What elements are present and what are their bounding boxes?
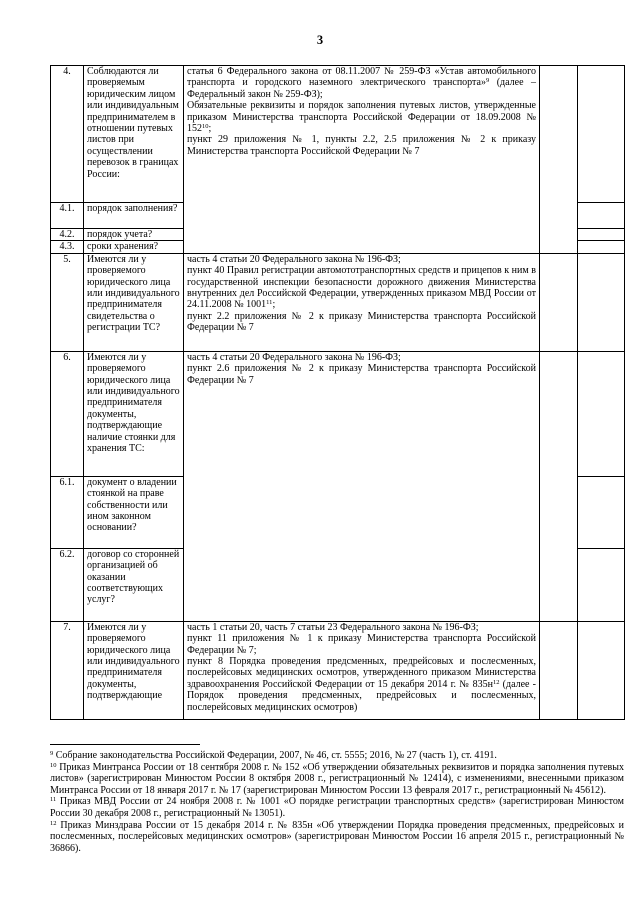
row-number: 4. [51,66,84,203]
footnotes [50,750,624,854]
basis-item: часть 1 статьи 20, часть 7 статьи 23 Федерального закона № 196-ФЗ; [187,621,479,633]
row-basis [184,253,540,351]
row-number: 5. [51,253,84,351]
basis-item: Обязательные реквизиты и порядок заполнения путевых листов, утвержденные приказом Министерства транспорта Российской Федерации от 18.09.2008 № $152^{10}$; [187,100,536,135]
basis-item: пункт 2.2 приложения № 2 к приказу Министерства транспорта Российской Федерации № 7 [187,310,536,334]
row-basis [184,66,540,254]
row-question: документ о владении стоянкой на праве собственности или ином законном основании? [84,476,184,548]
table-row [51,351,625,476]
row-question: порядок учета? [84,229,184,241]
basis-item: пункт 11 приложения № 1 к приказу Министерства транспорта Российской Федерации № 7; [187,633,536,656]
answer-cell [540,621,578,719]
footnote-separator [50,744,200,745]
basis-item: пункт 8 Порядка проведения предсменных, предрейсовых и послесменных, послерейсовых медицинских осмотров, утвержденного приказом Министерства здравоохранения Российской Федерации от 15 декабря 2014 г. № $835н^{12}$ (далее - Порядок проведения предсменных, предрейсовых и послесменных, послерейсовых медицинских осмотров) [187,656,536,713]
row-basis [184,351,540,621]
answer-cell [578,253,625,351]
table-row [51,621,625,719]
basis-item: пункт 2.6 приложения № 2 к приказу Министерства транспорта Российской Федерации № 7 [187,363,536,386]
answer-cell [578,621,625,719]
row-question: договор со сторонней организацией об оказании соответствующих услуг? [84,548,184,621]
row-number: 4.3. [51,241,84,253]
row-number: 6. [51,351,84,476]
row-question: Соблюдаются ли проверяемым юридическим лицом или индивидуальным предпринимателем в отношении путевых листов при осуществлении перевозок в границах России: [84,66,184,203]
footnote: $^{11}$ Приказ МВД России от 24 ноября 2008 г. № 1001 «О порядке регистрации транспортных средств» (зарегистрирован Минюстом России 30 декабря 2008 г., регистрационный № 13051). [50,796,624,819]
basis-item: пункт 29 приложения № 1, пункты 2.2, 2.5 приложения № 2 к приказу Министерства транспорта Российской Федерации № 7 [187,134,536,157]
footnote: $^{12}$ Приказ Минздрава России от 15 декабря 2014 г. № 835н «Об утверждении Порядка проведения предсменных, предрейсовых и послесменных, послерейсовых медицинских осмотров» (зарегистрирован Минюстом России 16 апреля 2015 г., регистрационный № 36866). [50,819,624,854]
basis-item: часть 4 статьи 20 Федерального закона № 196-ФЗ; [187,253,401,265]
answer-cell [578,548,625,621]
answer-cell [540,253,578,351]
basis-item: часть 4 статьи 20 Федерального закона № 196-ФЗ; [187,351,401,363]
row-question: Имеются ли у проверяемого юридического лица или индивидуального предпринимателя документы, подтверждающие наличие стоянки для хранения ТС: [84,351,184,476]
answer-cell [578,203,625,229]
answer-cell [578,476,625,548]
checklist-table [50,65,625,720]
row-number: 7. [51,621,84,719]
row-question: порядок заполнения? [84,203,184,229]
row-number: 4.2. [51,229,84,241]
footnote: $^{10}$ Приказ Минтранса России от 18 сентября 2008 г. № 152 «Об утверждении обязательных реквизитов и порядка заполнения путевых листов» (зарегистрирован Минюстом России 8 октября 2008 г., регистрационный № 12414), с изменениями, внесенными приказом Минтранса России от 18 января 2017 г. № 17 (зарегистрирован Минюстом России 13 февраля 2017 г., регистрационный № 45612). [50,761,624,796]
row-number: 6.1. [51,476,84,548]
page-number: 3 [316,33,324,47]
row-question: Имеются ли у проверяемого юридического лица или индивидуального предпринимателя свидетельства о регистрации ТС? [84,253,184,351]
basis-item: статья 6 Федерального закона от 08.11.2007 № 259-ФЗ «Устав автомобильного транспорта и городского наземного электрического транспорта»$^9$ (далее – Федеральный закон № 259-ФЗ); [187,66,536,100]
answer-cell [578,351,625,476]
answer-cell [578,241,625,253]
answer-cell [578,229,625,241]
footnote: $^9$ Собрание законодательства Российской Федерации, 2007, № 46, ст. 5555; 2016, № 27 (часть 1), ст. 4191. [50,750,497,761]
answer-cell [540,66,578,254]
table-row [51,66,625,203]
answer-cell [540,351,578,621]
basis-item: пункт 40 Правил регистрации автомототранспортных средств и прицепов к ним в государственной инспекции безопасности дорожного движения Министерства внутренних дел Российской Федерации, утвержденных приказом МВД России от 24.11.2008 № 1001$^{11}$; [187,265,536,311]
table-row [51,253,625,351]
answer-cell [578,66,625,203]
row-question: Имеются ли у проверяемого юридического лица или индивидуального предпринимателя документы, подтверждающие [84,621,184,719]
row-question: сроки хранения? [84,241,184,253]
row-number: 4.1. [51,203,84,229]
row-basis [184,621,540,719]
row-number: 6.2. [51,548,84,621]
